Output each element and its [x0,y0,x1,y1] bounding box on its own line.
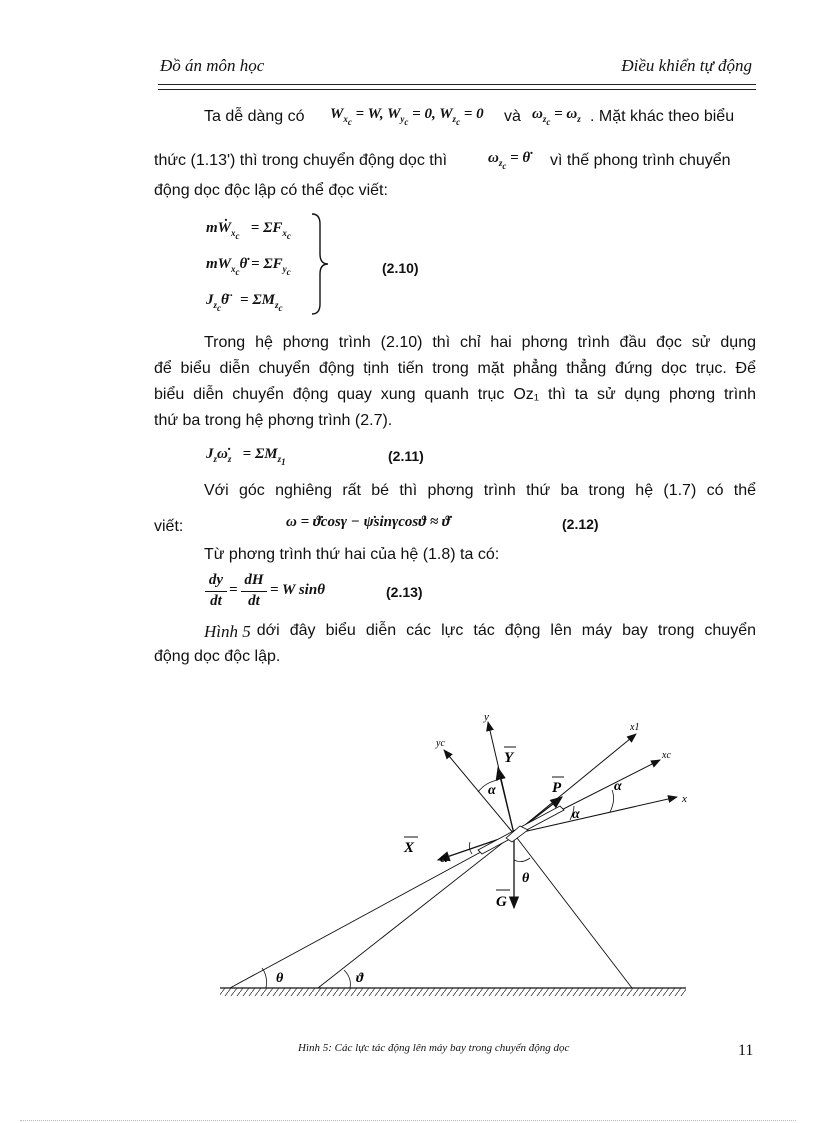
label-x1: x1 [630,722,640,733]
eq-2-11: $J_z\omegȧ_z = \Sigma M_{z_1}$ [206,446,286,467]
ground-hatch [220,988,686,996]
eq-2-12: ω = ϑ̇cosγ − ψ̇sinγcosϑ ≈ ϑ̇ [286,514,450,530]
eq-2-10-row3: $J_{z_c}\thetä = \Sigma M_{z_c}$ [206,292,283,313]
label-alpha-top: α [488,783,496,798]
header-right-title: Điều khiển tự động [621,56,752,75]
system-brace [308,212,336,316]
label-x: x [682,793,687,805]
page-bottom-border [20,1120,796,1121]
eq-2-13-eq1: = [229,582,238,598]
p2-line4: thứ ba trong hệ phơng trình (2.7). [154,412,393,429]
label-y: y [484,711,489,723]
arc-theta-ground [262,968,267,988]
p5-line1-rest: dới đây biểu diễn các lực tác động lên máy bay trong chuyển [256,622,756,639]
p1-line2-a: thức (1.13') thì trong chuyển động dọc thì [154,152,448,169]
label-alpha-b: α [572,807,580,822]
p1-line1-c: . Mặt khác theo biểu [590,108,735,125]
flight-path-line [230,834,514,988]
header-rule-thin [158,89,756,90]
eq-2-13-fracbar2 [241,591,267,592]
eq-2-10-row2: $mW_{x_c}\thetȧ = \Sigma F_{y_c}$ [206,256,291,277]
p4-line: Từ phơng trình thứ hai của hệ (1.8) ta có: [204,546,500,563]
label-Y: Y [504,750,514,766]
eq-2-12-label: (2.12) [562,516,599,532]
p2-line3: biểu diễn chuyển động quay xung quanh trục Oz₁ thì ta sử dụng phơng trình [154,386,756,403]
p2-line2: để biểu diễn chuyển động tịnh tiến trong mặt phẳng thẳng đứng dọc trục. Để [154,360,756,377]
eq-omega: $\omega_{z_c} = \omega_z$ [532,106,581,127]
eq-2-13-dt2: dt [248,593,260,609]
eq-velocity-components: $W_{x_c} = W$, $W_{y_c} = 0$, $W_{z_c} = 0$ [330,106,484,127]
label-yc: yc [436,738,445,749]
label-X: X [404,840,415,856]
p1-line2-b: vì thế phong trình chuyển [550,152,731,169]
label-xc: xc [662,750,671,761]
eq-2-13-dy: dy [208,572,224,588]
eq-2-13-fracbar1 [205,591,227,592]
eq-2-13-rhs: = W sinθ [270,582,325,598]
p5-line2: động dọc độc lập. [154,648,281,665]
figure-caption: Hình 5: Các lực tác động lên máy bay trong chuyển động dọc [298,1042,570,1054]
eq-2-13-dt1: dt [210,593,222,609]
eq-omega-theta: $\omega_{z_c}$ = θ̇ [488,150,531,171]
vertical-ref-line [514,834,632,988]
label-theta: θ [522,871,530,886]
body-axis-ground-line [318,834,514,988]
header-rule-thick [158,84,756,85]
label-theta-ground: θ [276,971,284,986]
label-alpha-c: α [440,851,448,866]
p3-line2: viết: [154,518,184,535]
label-alpha: α [614,779,622,794]
p5-line1 [204,622,756,642]
label-G: G [496,894,507,910]
p3-line1: Với góc nghiêng rất bé thì phơng trình thứ ba trong hệ (1.7) có thể [204,482,756,499]
eq-2-10-label: (2.10) [382,260,419,276]
arc-vartheta-ground [344,970,350,988]
forces-figure [0,700,816,1000]
arc-theta [514,858,530,862]
eq-2-10-row1: mẆ$_{x_c}$ = $\Sigma F_{x_c}$ [206,220,291,241]
p2-line1: Trong hệ phơng trình (2.10) thì chỉ hai phơng trình đầu đọc sử dụng [204,334,756,351]
p1-line1-b: và [504,108,521,125]
eq-2-13-label: (2.13) [386,584,423,600]
page-number: 11 [738,1042,754,1059]
label-vartheta: ϑ [356,971,364,986]
p1-line3: động dọc độc lập có thể đọc viết: [154,182,388,199]
eq-2-13-dH: dH [244,572,264,588]
label-P: P [552,780,562,796]
eq-2-11-label: (2.11) [388,448,424,464]
p1-line1-a: Ta dễ dàng có [204,108,305,125]
p5-figure-ref: Hình 5 [204,622,251,641]
header-left-title: Đồ án môn học [160,56,265,75]
